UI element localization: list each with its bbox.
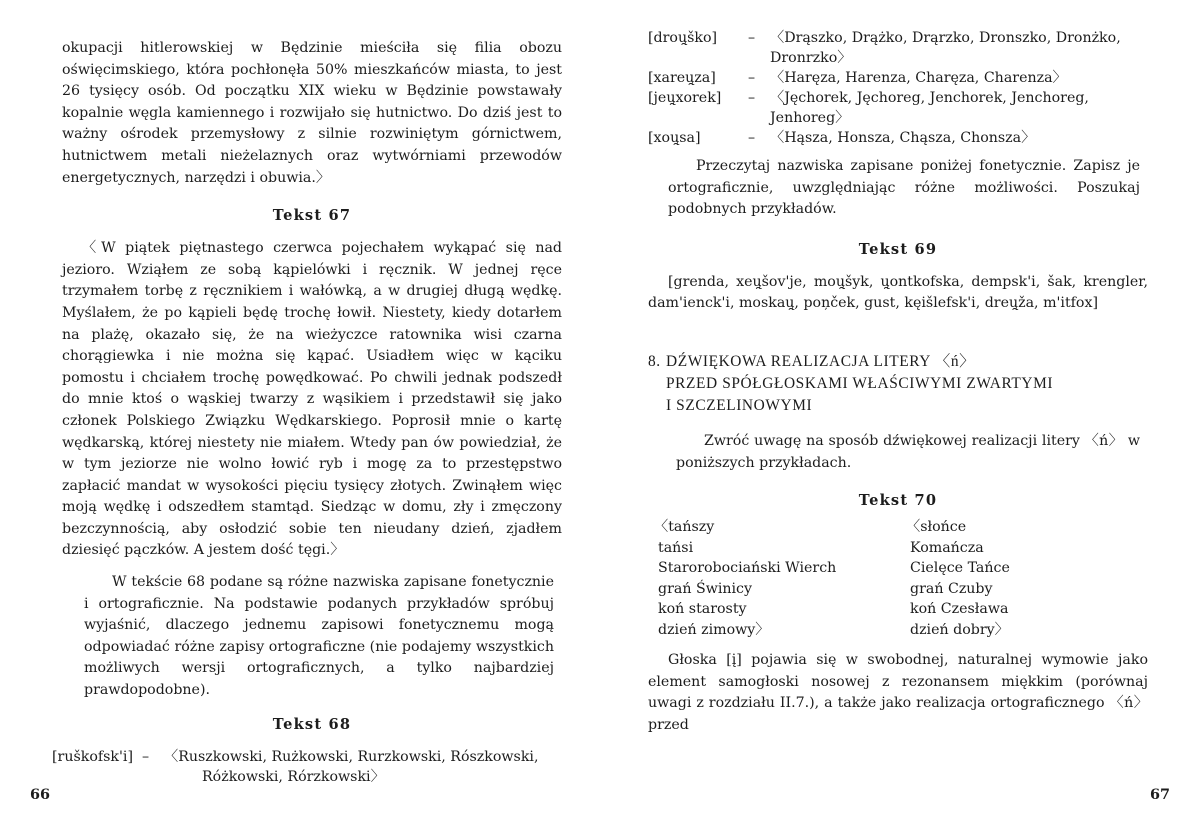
intro-paragraph: okupacji hitlerowskiej w Będzinie mieściła się filia obozu oświęcimskiego, która pochłonęła 50% mieszkańców miasta, to jest 26 tysięcy osób. Od początku XIX wieku w Będzinie powstawały kopalnie węgla kamiennego i rozwijało się hutnictwo. Do dziś jest to ważny ośrodek przemysłowy z silnie rozwiniętym górnictwem, hutnictwem metali nieżelaznych oraz wytwórniami przewodów energetycznych, narzędzi i obuwia.〉 <box>62 40 562 186</box>
instruction-70: Zwróć uwagę na sposób dźwiękowej realizacji litery 〈ń〉 w poniższych przykładach. <box>676 432 1140 471</box>
phonetic-form: [jeų̯xorek] <box>648 90 722 106</box>
tekst-70-item: koń starosty <box>658 601 747 618</box>
phonetic-form: [xareų̯za] <box>648 70 716 86</box>
tekst-68-heading: Tekst 68 <box>272 715 352 733</box>
phonetic-form: [xoų̯sa] <box>648 130 701 146</box>
right-page <box>600 0 1200 825</box>
tekst-68-dash: – <box>142 748 150 765</box>
tekst-69-heading: Tekst 69 <box>858 240 938 258</box>
phonetic-row <box>648 128 1148 148</box>
tekst-70-item: koń Czesława <box>910 601 1009 618</box>
tekst-70-columns <box>648 517 1148 640</box>
instruction-69-block <box>648 156 1148 221</box>
tekst-68-forms-line1: 〈Ruszkowski, Rużkowski, Rurzkowski, Rószkowski, <box>164 748 539 765</box>
section-title-line2: PRZED SPÓŁGŁOSKAMI WŁAŚCIWYMI ZWARTYMI <box>666 374 1054 392</box>
tekst-70-item: 〈słońce <box>906 519 967 536</box>
tekst-67-body: 〈W piątek piętnastego czerwca pojechałem wykąpać się nad jezioro. Wziąłem ze sobą kąpielówki i ręcznik. W jednej ręce trzymałem torbę z ręcznikiem i wałówką, a w drugiej długą wędkę. Myślałem, że po kąpieli będę trochę łowił. Niestety, kiedy dotarłem na plażę, okazało się, że na wieżyczce ratownika wisi czarna chorągiewka i nie można się kąpać. Usiadłem więc w kąciku pomostu i chciałem trochę powędkować. Po chwili jednak podszedł do mnie ktoś o wąskiej twarzy z wąsikiem i przedstawił się jako członek Polskiego Związku Wędkarskiego. Poprosił mnie o kartę wędkarską, której niestety nie miałem. Wtedy pan ów powiedział, że w tym jeziorze nie wolno łowić ryb i mogę za to przestępstwo zapłacić mandat w wysokości pięciu tysięcy złotych. Zwinąłem więc moją wędkę i odszedłem stamtąd. Siedząc w domu, zły i zmęczony bezczynnością, aby osłodzić sobie ten nieudany dzień, zjadłem dziesięć pączków. A jestem dość tęgi.〉 <box>62 240 562 559</box>
tekst-70-item: grań Świnicy <box>658 580 753 597</box>
tekst-68-forms-line2: Różkowski, Rórzkowski〉 <box>202 768 385 785</box>
instruction-69: Przeczytaj nazwiska zapisane poniżej fonetycznie. Zapisz je ortograficznie, uwzględniając różne możliwości. Poszukaj podobnych przykładów. <box>668 158 1140 218</box>
row-dash: – <box>748 90 756 106</box>
tekst-70-item: Starorobociański Wierch <box>658 560 837 577</box>
section-number: 8. <box>648 352 661 370</box>
page-number-right: 67 <box>1149 786 1170 803</box>
row-dash: – <box>748 30 756 46</box>
instruction-70-block <box>648 431 1148 474</box>
tekst-70-item: dzień zimowy〉 <box>658 621 770 638</box>
tekst-70-item: dzień dobry〉 <box>910 621 1009 638</box>
tekst-70-item: Cielęce Tańce <box>910 560 1010 577</box>
section-title-line3: I SZCZELINOWYMI <box>666 396 813 414</box>
tekst-70-column-2 <box>906 517 1158 640</box>
orthographic-forms: 〈Haręza, Harenza, Charęza, Charenza〉 <box>770 70 1067 86</box>
tekst-69-body: [grenda, xeų̯šov'je, moų̯šyk, ų̯ontkofska, dempsk'i, šak, krengler, dam'ienck'i, moskaų̯, poņček, gust, kęišlefsk'i, dreų̯ža, m'itfox] <box>648 273 1148 312</box>
section-title-line1: DŹWIĘKOWA REALIZACJA LITERY 〈ń〉 <box>666 352 976 370</box>
phonetic-form: [droų̯ško] <box>648 30 718 46</box>
instruction-68-block <box>62 572 562 702</box>
tekst-70-heading: Tekst 70 <box>858 492 938 510</box>
tekst-68-forms <box>164 747 562 787</box>
phonetic-list <box>648 28 1148 148</box>
phonetic-row <box>648 28 1148 68</box>
row-dash: – <box>748 130 756 146</box>
page-number-left: 66 <box>30 786 51 803</box>
closing-paragraph: Głoska [į] pojawia się w swobodnej, naturalnej wymowie jako element samogłoski nosowej z rezonansem miękkim (porównaj uwagi z rozdziału II.7.), a także jako realizacja ortograficznego 〈ń〉 przed <box>648 652 1148 733</box>
tekst-70-item: tańsi <box>658 539 694 556</box>
phonetic-row <box>648 88 1148 128</box>
instruction-68: W tekście 68 podane są różne nazwiska zapisane fonetycznie i ortograficznie. Na podstawie podanych przykładów spróbuj wyjaśnić, dlaczego jednemu zapisowi fonetycznemu mogą odpowiadać różne zapisy ortograficzne (nie podajemy wszystkich możliwych wersji ortograficznych, a tylko najbardziej prawdopodobne). <box>84 574 554 699</box>
orthographic-forms: 〈Hąsza, Honsza, Chąsza, Chonsza〉 <box>770 130 1036 146</box>
tekst-68-row <box>52 747 562 787</box>
tekst-70-item: 〈tańszy <box>654 519 715 536</box>
section-title <box>648 351 1148 417</box>
tekst-70-item: grań Czuby <box>910 580 993 597</box>
orthographic-forms: 〈Jęchorek, Jęchoreg, Jenchorek, Jenchoreg, Jenhoreg〉 <box>770 90 1089 126</box>
tekst-68-phonetic: [ruškofsk'i] <box>52 748 133 765</box>
tekst-67-heading: Tekst 67 <box>272 207 352 225</box>
row-dash: – <box>748 70 756 86</box>
tekst-70-column-1 <box>654 517 906 640</box>
phonetic-row <box>648 68 1148 88</box>
orthographic-forms: 〈Drąszko, Drążko, Drąrzko, Dronszko, Dronżko, Dronrzko〉 <box>770 30 1121 66</box>
tekst-70-item: Komańcza <box>910 539 984 556</box>
